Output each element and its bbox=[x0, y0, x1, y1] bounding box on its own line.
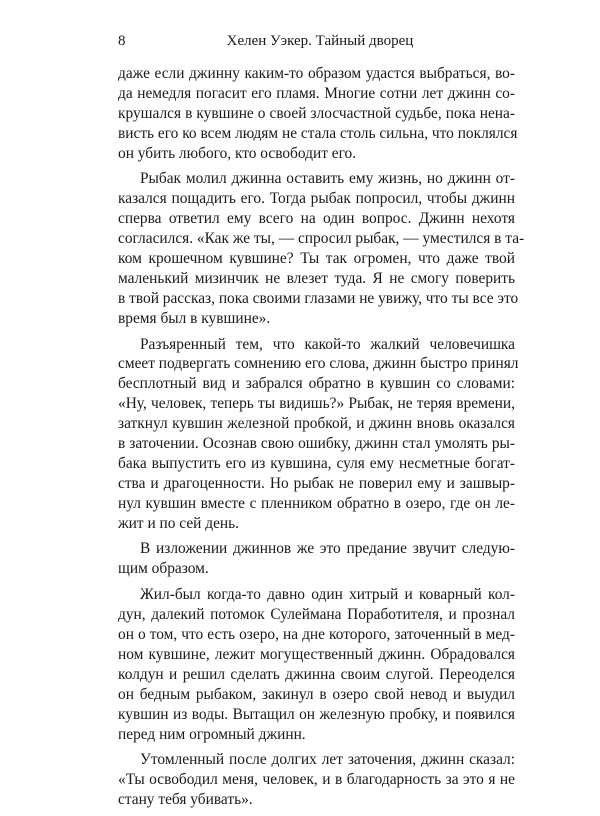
text-line: бака выпустить его из кувшина, суля ему несметные богат- bbox=[118, 454, 515, 472]
text-line: Жил-был когда-то давно один хитрый и коварный кол- bbox=[140, 586, 515, 604]
text-line: согласился. «Как же ты, — спросил рыбак, — уместился в та- bbox=[118, 230, 525, 248]
text-line: сперва ответил ему всего на один вопрос. Джинн нехотя bbox=[118, 210, 515, 228]
paragraph bbox=[118, 585, 515, 744]
text-line: он о том, что есть озеро, на дне которого, заточенный в мед- bbox=[118, 626, 515, 644]
text-line: казался пощадить его. Тогда рыбак попросил, чтобы джинн bbox=[118, 190, 515, 208]
text-line: смеет подвергать сомнению его слова, джинн быстро принял bbox=[118, 355, 519, 373]
paragraph bbox=[118, 750, 515, 810]
text-line: щим образом. bbox=[118, 560, 209, 578]
text-line: Утомленный после долгих лет заточения, джинн сказал: bbox=[140, 751, 515, 769]
text-line: бесплотный вид и забрался обратно в кувшин со словами: bbox=[118, 375, 515, 393]
text-line: жит и по сей день. bbox=[118, 514, 240, 532]
text-line: «Ну, человек, теперь ты видишь?» Рыбак, не теряя времени, bbox=[118, 395, 515, 413]
text-line: ном кувшине, лежит могущественный джинн. Обрадовался bbox=[118, 645, 515, 663]
text-line: «Ты освободил меня, человек, и в благодарность за это я не bbox=[118, 771, 515, 789]
text-line: да немедля погасит его пламя. Многие сотни лет джинн со- bbox=[118, 84, 515, 102]
text-line: В изложении джиннов же это предание звучит следую- bbox=[140, 540, 515, 558]
text-line: маленький мизинчик не влезет туда. Я не смогу поверить bbox=[118, 269, 515, 287]
text-line: заткнул кувшин железной пробкой, и джинн вновь оказался bbox=[118, 415, 515, 433]
text-line: ком крошечном кувшине? Ты так огромен, что даже твой bbox=[118, 250, 515, 268]
text-line: колдун и решил сделать джинна своим слугой. Переоделся bbox=[118, 665, 515, 683]
text-line: висть его ко всем людям не стала столь сильна, что поклялся bbox=[118, 124, 518, 142]
text-line: стану тебя убивать». bbox=[118, 791, 253, 809]
text-line: нул кувшин вместе с пленником обратно в озеро, где он ле- bbox=[118, 494, 515, 512]
paragraph bbox=[118, 335, 519, 534]
text-line: в заточении. Осознав свою ошибку, джинн стал умолять ры- bbox=[118, 435, 515, 453]
text-line: Рыбак молил джинна оставить ему жизнь, но джинн от- bbox=[140, 170, 515, 188]
text-line: ства и драгоценности. Но рыбак не поверил ему и зашвыр- bbox=[118, 474, 515, 492]
text-line: дун, далекий потомок Сулеймана Поработителя, и прознал bbox=[118, 606, 515, 624]
page-number: 8 bbox=[118, 33, 126, 49]
text-line: Разъяренный тем, что какой-то жалкий человечишка bbox=[140, 335, 515, 353]
body-text bbox=[118, 64, 525, 816]
paragraph bbox=[118, 539, 515, 579]
text-line: он бедным рыбаком, закинул в озеро свой невод и выудил bbox=[118, 685, 515, 703]
text-line: крушался в кувшине о своей злосчастной судьбе, пока нена- bbox=[118, 104, 515, 122]
text-line: перед ним огромный джинн. bbox=[118, 725, 306, 743]
running-title: Хелен Уэкер. Тайный дворец bbox=[226, 33, 414, 49]
text-line: время был в кувшине». bbox=[118, 309, 271, 327]
paragraph bbox=[118, 64, 518, 163]
paragraph bbox=[118, 169, 525, 328]
text-line: даже если джинну каким-то образом удастся выбраться, во- bbox=[118, 65, 515, 82]
text-line: он убить любого, кто освободит его. bbox=[118, 144, 357, 162]
text-line: в твой рассказ, пока своими глазами не увижу, что ты все это bbox=[118, 289, 519, 307]
text-line: кувшин из воды. Вытащил он железную пробку, и появился bbox=[118, 705, 515, 723]
